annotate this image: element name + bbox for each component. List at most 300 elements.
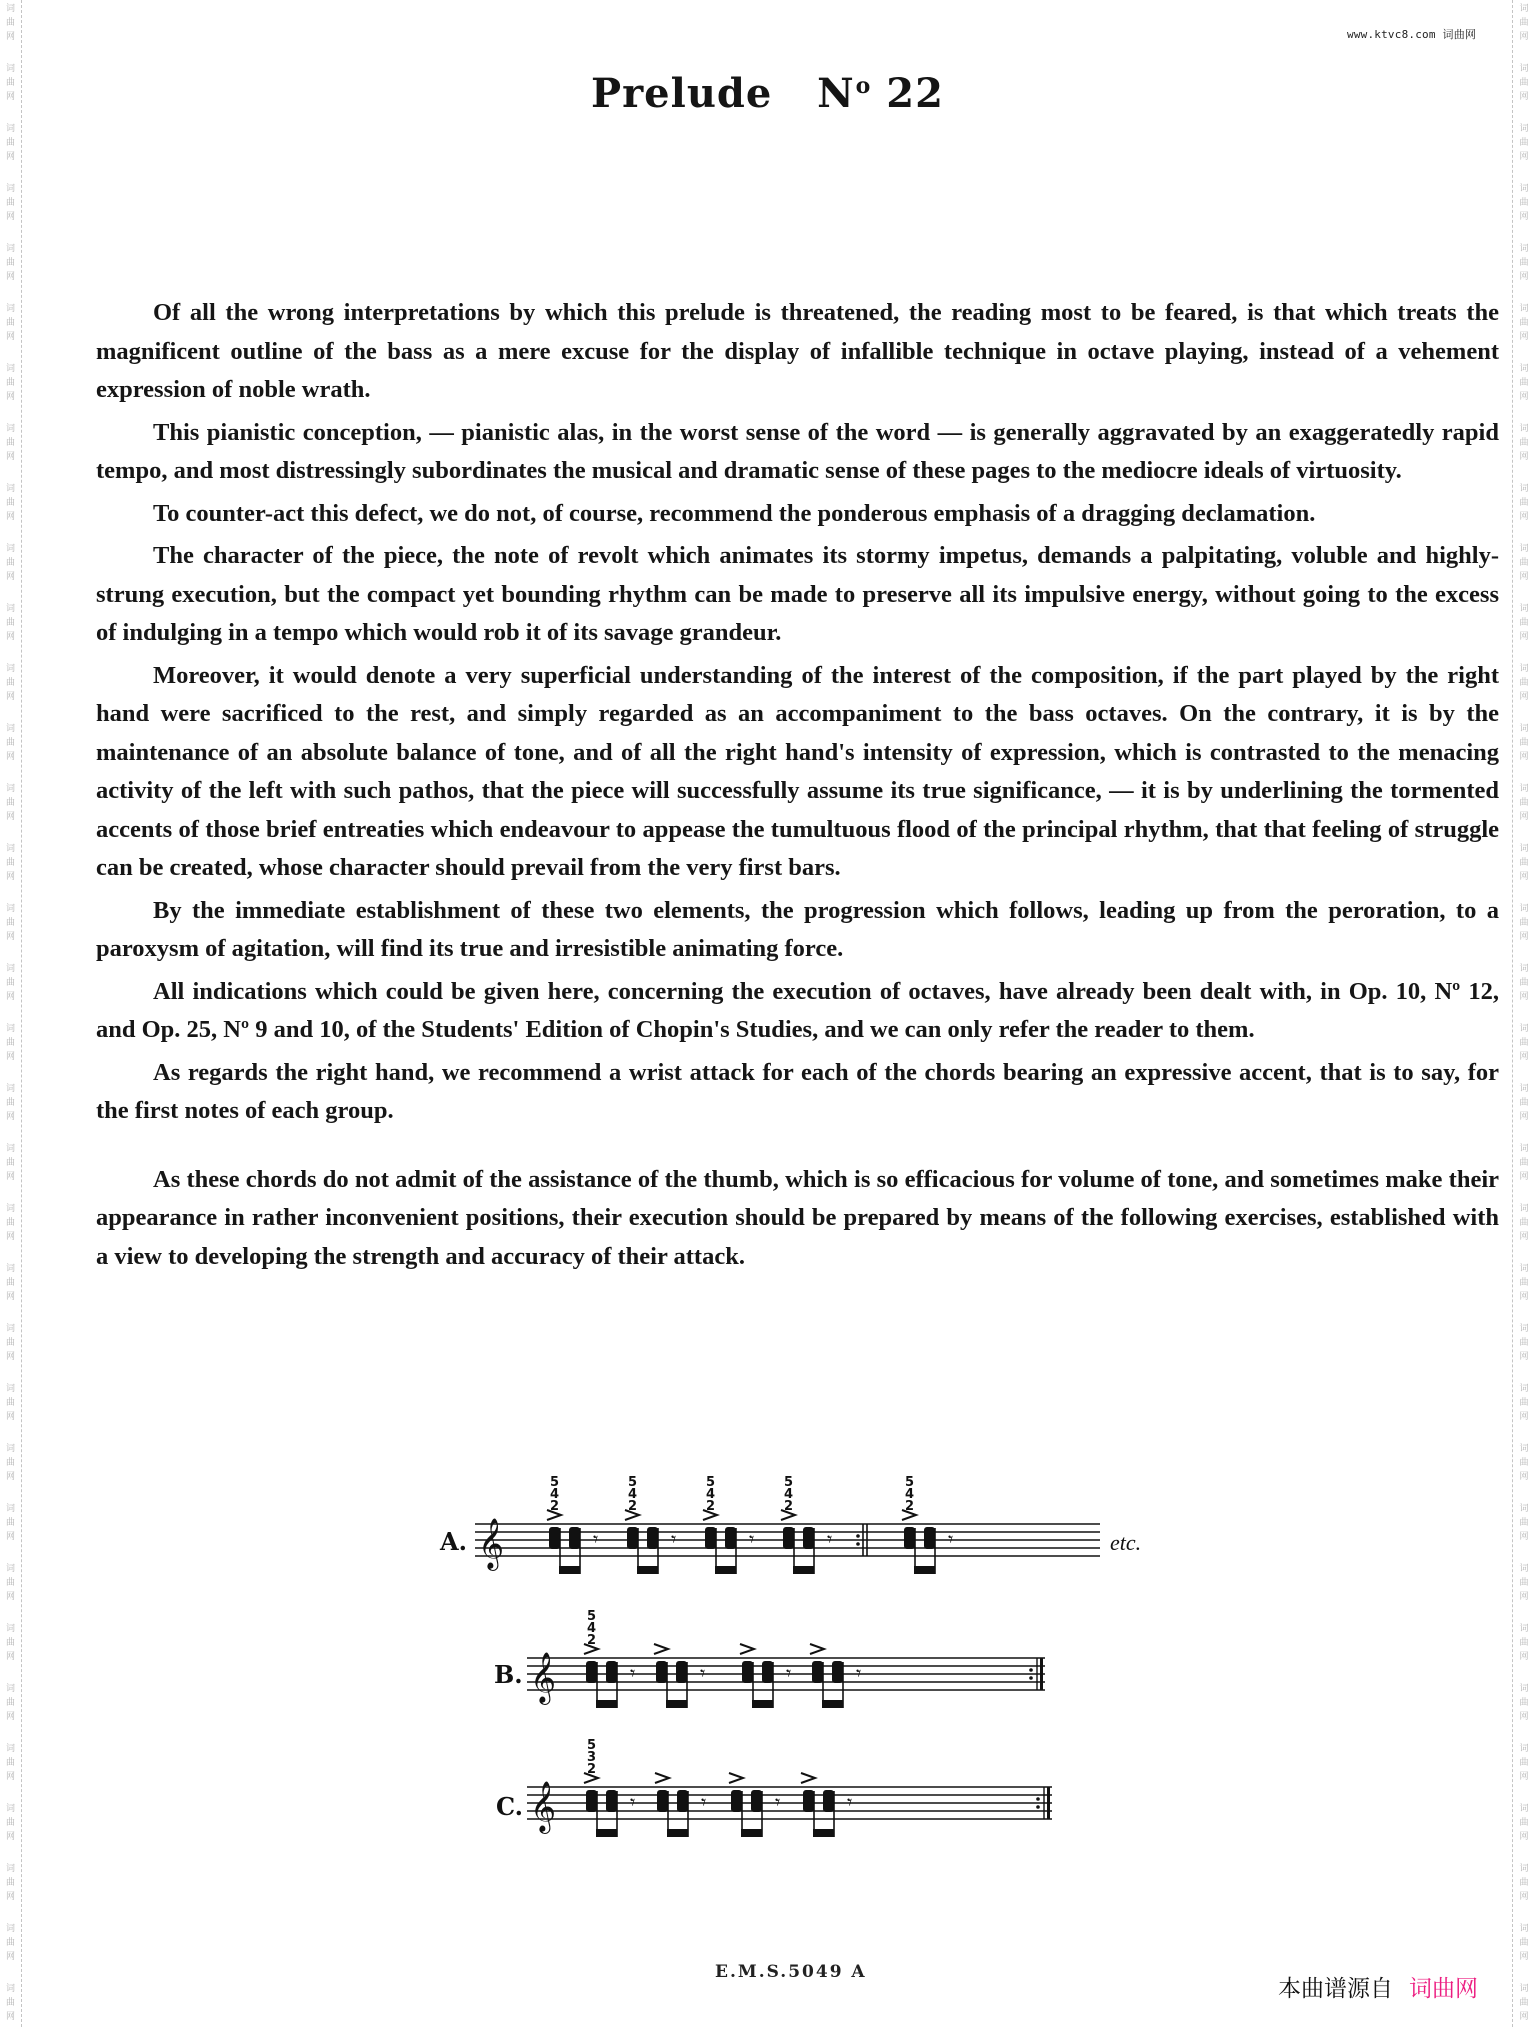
watermark-char: 词 [1519,1324,1529,1334]
beam [752,1700,773,1708]
source-brand: 词曲网 [1409,1976,1478,2002]
watermark-char: 词 [1519,304,1529,314]
chord-notehead [657,1790,668,1812]
watermark-group [1519,1920,1528,1980]
eighth-rest: 𝄾 [671,1527,677,1551]
accent-mark [801,1773,815,1783]
paragraph: As regards the right hand, we recommend a wrist attack for each of the chords bearing an expressive accent, that is to say, for the first notes of each group. [96,1058,1499,1124]
chord-notehead [812,1661,823,1683]
watermark-group [1519,420,1528,480]
watermark-char: 网 [5,572,15,582]
watermark-group [6,960,15,1020]
watermark-char: 词 [1519,1084,1529,1094]
watermark-char: 词 [5,544,15,554]
fingering-number: 2 [784,1499,794,1514]
watermark-char: 网 [5,1052,15,1062]
watermark-char: 曲 [1519,1638,1529,1648]
watermark-group [1519,1440,1528,1500]
watermark-group [1519,180,1528,240]
watermark-char: 网 [5,1232,15,1242]
accent-mark [781,1510,795,1520]
exercise-c-label: C. [496,1792,524,1821]
watermark-char: 词 [5,184,15,194]
watermark-char: 词 [5,364,15,374]
watermark-char: 网 [5,872,15,882]
watermark-char: 曲 [5,1098,15,1108]
fingering-number: 4 [706,1487,716,1502]
watermark-group [6,1980,15,2027]
watermark-char: 曲 [1519,798,1529,808]
chord-notehead [647,1527,658,1549]
fingering-number: 2 [905,1499,915,1514]
watermark-char: 网 [1519,1352,1529,1362]
watermark-char: 词 [1519,844,1529,854]
watermark-group [6,480,15,540]
watermark-char: 网 [1519,32,1529,42]
watermark-char: 词 [5,424,15,434]
chord-notehead [751,1790,762,1812]
watermark-group [6,600,15,660]
treble-clef: 𝄞 [530,1652,557,1703]
watermark-char: 词 [5,4,15,14]
watermark-char: 网 [1519,1892,1529,1902]
watermark-char: 词 [5,244,15,254]
watermark-char: 词 [5,1924,15,1934]
watermark-char: 网 [1519,212,1529,222]
watermark-char: 曲 [5,1638,15,1648]
watermark-char: 曲 [1519,18,1529,28]
watermark-char: 词 [1519,1924,1529,1934]
fingering-number: 4 [905,1487,915,1502]
watermark-group [1519,0,1528,60]
watermark-group [6,1200,15,1260]
watermark-char: 词 [1519,484,1529,494]
watermark-char: 词 [5,1744,15,1754]
watermark-group [6,1560,15,1620]
watermark-char: 曲 [5,1158,15,1168]
watermark-char: 词 [1519,244,1529,254]
watermark-char: 词 [1519,664,1529,674]
watermark-group [6,1740,15,1800]
watermark-char: 网 [1519,1592,1529,1602]
chord-notehead [904,1527,915,1549]
watermark-char: 词 [5,1144,15,1154]
watermark-char: 曲 [5,618,15,628]
watermark-char: 曲 [5,498,15,508]
chord-notehead [783,1527,794,1549]
watermark-char: 曲 [5,1818,15,1828]
beam [822,1700,843,1708]
chord-notehead [586,1661,597,1683]
watermark-char: 网 [5,812,15,822]
watermark-char: 词 [1519,724,1529,734]
watermark-group [1519,120,1528,180]
fingering-number: 4 [628,1487,638,1502]
watermark-char: 词 [1519,424,1529,434]
watermark-char: 曲 [5,1218,15,1228]
watermark-char: 曲 [1519,198,1529,208]
eighth-rest: 𝄾 [775,1790,781,1814]
watermark-char: 网 [1519,1472,1529,1482]
etc-marking: etc. [1110,1530,1142,1555]
watermark-char: 曲 [5,558,15,568]
left-watermark-strip [0,0,22,2027]
watermark-char: 网 [1519,632,1529,642]
watermark-char: 曲 [1519,1338,1529,1348]
final-barline [1047,1787,1050,1819]
watermark-char: 网 [1519,1412,1529,1422]
chord-notehead [924,1527,935,1549]
watermark-group [1519,300,1528,360]
chord-notehead [742,1661,753,1683]
watermark-group [1519,1320,1528,1380]
eighth-rest: 𝄾 [630,1790,636,1814]
watermark-char: 曲 [1519,1038,1529,1048]
watermark-char: 词 [1519,604,1529,614]
watermark-char: 词 [1519,1384,1529,1394]
title-text: Prelude [591,70,773,117]
watermark-char: 词 [1519,784,1529,794]
watermark-char: 曲 [1519,1218,1529,1228]
source-note [1278,1970,1478,2003]
watermark-char: 网 [5,692,15,702]
eighth-rest: 𝄾 [948,1527,954,1551]
watermark-char: 网 [5,2012,15,2022]
eighth-rest: 𝄾 [749,1527,755,1551]
watermark-char: 词 [5,1684,15,1694]
watermark-char: 曲 [1519,978,1529,988]
watermark-char: 词 [1519,1864,1529,1874]
watermark-char: 网 [1519,92,1529,102]
paragraph: All indications which could be given here, concerning the execution of octaves, have already been dealt with, in Op. 10, Nº 12, and Op. 25, Nº 9 and 10, of the Students' Edition of Chopin's Studies, and we can only refer the reader to them. [96,977,1499,1043]
watermark-char: 曲 [5,1578,15,1588]
fingering-number: 5 [905,1475,915,1490]
watermark-group [1519,1380,1528,1440]
watermark-group [6,1860,15,1920]
watermark-group [6,1260,15,1320]
watermark-char: 词 [1519,4,1529,14]
watermark-char: 网 [1519,1232,1529,1242]
watermark-group [6,1140,15,1200]
beam [596,1829,617,1837]
fingering-number: 5 [587,1609,597,1624]
watermark-group [1519,480,1528,540]
watermark-char: 曲 [5,138,15,148]
watermark-group [1519,1260,1528,1320]
watermark-char: 网 [5,1832,15,1842]
chord-notehead [803,1527,814,1549]
fingering-number: 5 [706,1475,716,1490]
watermark-group [1519,1020,1528,1080]
fingering-number: 4 [587,1621,597,1636]
watermark-group [6,1080,15,1140]
watermark-group [1519,1800,1528,1860]
watermark-char: 词 [5,1324,15,1334]
watermark-char: 曲 [1519,1818,1529,1828]
accent-mark [655,1773,669,1783]
watermark-char: 词 [1519,364,1529,374]
watermark-char: 网 [5,92,15,102]
watermark-char: 网 [5,1652,15,1662]
eighth-rest: 𝄾 [847,1790,853,1814]
watermark-char: 网 [1519,1052,1529,1062]
watermark-char: 曲 [1519,1698,1529,1708]
treble-clef: 𝄞 [478,1518,505,1569]
watermark-group [6,660,15,720]
watermark-group [1519,840,1528,900]
watermark-char: 曲 [1519,1878,1529,1888]
watermark-char: 词 [1519,1564,1529,1574]
watermark-char: 词 [1519,1684,1529,1694]
watermark-char: 曲 [1519,918,1529,928]
repeat-dot [856,1542,860,1546]
watermark-group [6,1800,15,1860]
watermark-char: 曲 [1519,138,1529,148]
watermark-char: 曲 [5,1458,15,1468]
fingering-number: 4 [784,1487,794,1502]
watermark-char: 网 [1519,1292,1529,1302]
exercise-b-label: B. [494,1660,523,1689]
watermark-char: 曲 [5,1338,15,1348]
title-number-sup: o [855,73,872,99]
watermark-char: 网 [5,1412,15,1422]
watermark-group [1519,540,1528,600]
watermark-char: 网 [5,1592,15,1602]
watermark-char: 词 [1519,1264,1529,1274]
chord-notehead [725,1527,736,1549]
watermark-char: 曲 [1519,1278,1529,1288]
watermark-char: 词 [1519,1744,1529,1754]
fingering-number: 2 [706,1499,716,1514]
chord-notehead [656,1661,667,1683]
watermark-char: 曲 [1519,1158,1529,1168]
watermark-group [6,240,15,300]
paragraph: The character of the piece, the note of revolt which animates its stormy impetus, demands a palpitating, voluble and highly-strung execution, but the compact yet bounding rhythm can be made to preserve all its impulsive energy, without going to the excess of indulging in a tempo which would rob it of its savage grandeur. [96,542,1499,646]
chord-notehead [832,1661,843,1683]
watermark-char: 网 [5,1952,15,1962]
title-number: 22 [886,70,944,117]
watermark-char: 词 [1519,1144,1529,1154]
accent-mark [654,1644,668,1654]
watermark-char: 网 [1519,2012,1529,2022]
watermark-char: 网 [1519,812,1529,822]
watermark-group [6,1680,15,1740]
repeat-dot [1036,1805,1040,1809]
eighth-rest: 𝄾 [593,1527,599,1551]
watermark-char: 曲 [1519,258,1529,268]
fingering-number: 4 [550,1487,560,1502]
watermark-group [6,360,15,420]
watermark-char: 词 [1519,1804,1529,1814]
chord-notehead [676,1661,687,1683]
watermark-char: 曲 [5,1878,15,1888]
watermark-group [6,1920,15,1980]
watermark-group [6,720,15,780]
watermark-char: 网 [1519,512,1529,522]
watermark-char: 曲 [1519,1458,1529,1468]
watermark-char: 曲 [1519,558,1529,568]
watermark-char: 曲 [5,1938,15,1948]
watermark-char: 词 [5,484,15,494]
watermark-char: 曲 [5,1998,15,2008]
fingering-number: 5 [784,1475,794,1490]
chord-notehead [677,1790,688,1812]
treble-clef: 𝄞 [530,1781,557,1832]
watermark-group [6,1020,15,1080]
watermark-group [1519,1860,1528,1920]
watermark-char: 网 [1519,152,1529,162]
watermark-char: 网 [1519,272,1529,282]
watermark-char: 词 [1519,124,1529,134]
watermark-group [1519,1620,1528,1680]
beam [637,1566,658,1574]
watermark-char: 词 [1519,1624,1529,1634]
paragraph: As these chords do not admit of the assistance of the thumb, which is so efficacious for volume of tone, and sometimes make their appearance in rather inconvenient positions, their execution should be prepared by means of the following exercises, established with a view to developing the strength and accuracy of their attack. [96,1165,1499,1270]
watermark-char: 网 [1519,932,1529,942]
accent-mark [902,1510,916,1520]
watermark-char: 词 [5,1084,15,1094]
watermark-group [6,900,15,960]
fingering-number: 2 [550,1499,560,1514]
paragraph: This pianistic conception, — pianistic alas, in the worst sense of the word — is generally aggravated by an exaggeratedly rapid tempo, and most distressingly subordinates the musical and dramatic sense of these pages to the mediocre ideals of virtuosity. [96,418,1499,484]
watermark-char: 词 [5,64,15,74]
fingering-number: 5 [628,1475,638,1490]
watermark-char: 曲 [1519,1398,1529,1408]
watermark-char: 词 [1519,1984,1529,1994]
accent-mark [584,1644,598,1654]
watermark-char: 网 [5,992,15,1002]
chord-notehead [762,1661,773,1683]
watermark-group [1519,900,1528,960]
watermark-char: 曲 [5,198,15,208]
watermark-char: 曲 [1519,378,1529,388]
watermark-char: 网 [5,1772,15,1782]
eighth-rest: 𝄾 [856,1661,862,1685]
watermark-char: 词 [5,724,15,734]
paragraph: To counter-act this defect, we do not, of course, recommend the ponderous emphasis of a dragging declamation. [153,499,1316,527]
watermark-char: 曲 [1519,678,1529,688]
watermark-char: 网 [5,152,15,162]
exercise-a-label: A. [440,1527,467,1556]
watermark-char: 网 [5,1892,15,1902]
watermark-char: 网 [5,632,15,642]
watermark-group [6,1620,15,1680]
watermark-group [6,780,15,840]
watermark-char: 词 [5,604,15,614]
watermark-char: 词 [5,844,15,854]
watermark-char: 词 [5,1504,15,1514]
fingering-number: 2 [628,1499,638,1514]
watermark-group [6,300,15,360]
watermark-char: 词 [5,964,15,974]
watermark-char: 词 [1519,964,1529,974]
watermark-char: 词 [1519,1204,1529,1214]
source-text: 本曲谱源自 [1278,1976,1393,2002]
watermark-char: 网 [5,452,15,462]
accent-mark [625,1510,639,1520]
watermark-char: 词 [5,304,15,314]
fingering-number: 2 [587,1762,597,1777]
watermark-char: 曲 [5,1698,15,1708]
watermark-char: 曲 [5,918,15,928]
watermark-char: 网 [5,1112,15,1122]
watermark-char: 曲 [5,378,15,388]
watermark-char: 曲 [5,78,15,88]
watermark-char: 网 [1519,1832,1529,1842]
watermark-group [1519,720,1528,780]
watermark-char: 词 [5,904,15,914]
watermark-char: 曲 [5,978,15,988]
watermark-group [1519,1080,1528,1140]
fingering-number: 5 [587,1738,597,1753]
beam [741,1829,762,1837]
watermark-group [6,540,15,600]
watermark-char: 词 [5,1024,15,1034]
watermark-char: 网 [1519,1172,1529,1182]
watermark-group [6,180,15,240]
watermark-char: 曲 [1519,1578,1529,1588]
repeat-dot [856,1534,860,1538]
chord-notehead [823,1790,834,1812]
accent-mark [740,1644,754,1654]
watermark-char: 词 [5,784,15,794]
watermark-char: 曲 [5,1518,15,1528]
commentary-text [96,294,1499,1280]
watermark-char: 曲 [1519,498,1529,508]
watermark-group [1519,1980,1528,2027]
watermark-char: 曲 [5,318,15,328]
watermark-char: 词 [5,1624,15,1634]
watermark-char: 网 [5,332,15,342]
watermark-char: 网 [5,392,15,402]
watermark-char: 曲 [1519,438,1529,448]
watermark-char: 曲 [1519,738,1529,748]
watermark-char: 网 [1519,872,1529,882]
watermark-group [6,120,15,180]
right-watermark-strip [1512,0,1535,2027]
watermark-char: 网 [5,272,15,282]
watermark-char: 网 [5,1712,15,1722]
watermark-char: 网 [1519,572,1529,582]
watermark-group [1519,1200,1528,1260]
watermark-char: 网 [5,1532,15,1542]
chord-notehead [627,1527,638,1549]
watermark-char: 曲 [1519,618,1529,628]
beam [793,1566,814,1574]
fingering-number: 3 [587,1750,597,1765]
accent-mark [584,1773,598,1783]
watermark-char: 网 [1519,1112,1529,1122]
watermark-char: 曲 [1519,1758,1529,1768]
watermark-group [1519,1500,1528,1560]
watermark-char: 词 [5,1264,15,1274]
beam [667,1829,688,1837]
chord-notehead [549,1527,560,1549]
watermark-char: 词 [1519,904,1529,914]
watermark-char: 词 [1519,1444,1529,1454]
watermark-char: 网 [1519,1532,1529,1542]
final-barline [1040,1658,1043,1690]
paragraph: Moreover, it would denote a very superficial understanding of the interest of the composition, if the part played by the right hand were sacrificed to the rest, and simply regarded as an accompaniment to the bass octaves. On the contrary, it is by the maintenance of an absolute balance of tone, and of all the right hand's intensity of expression, which is contrasted to the menacing activity of the left with such pathos, that the piece will successfully assume its true significance, — it is by underlining the tormented accents of those brief entreaties which endeavour to appease the tumultuous flood of the principal rhythm, that that feeling of struggle can be created, whose character should prevail from the very first bars. [96,661,1499,881]
watermark-char: 词 [5,1564,15,1574]
watermark-group [1519,360,1528,420]
watermark-char: 网 [1519,1652,1529,1662]
watermark-group [6,0,15,60]
accent-mark [810,1644,824,1654]
watermark-group [1519,1680,1528,1740]
watermark-char: 网 [1519,1772,1529,1782]
watermark-char: 词 [5,664,15,674]
